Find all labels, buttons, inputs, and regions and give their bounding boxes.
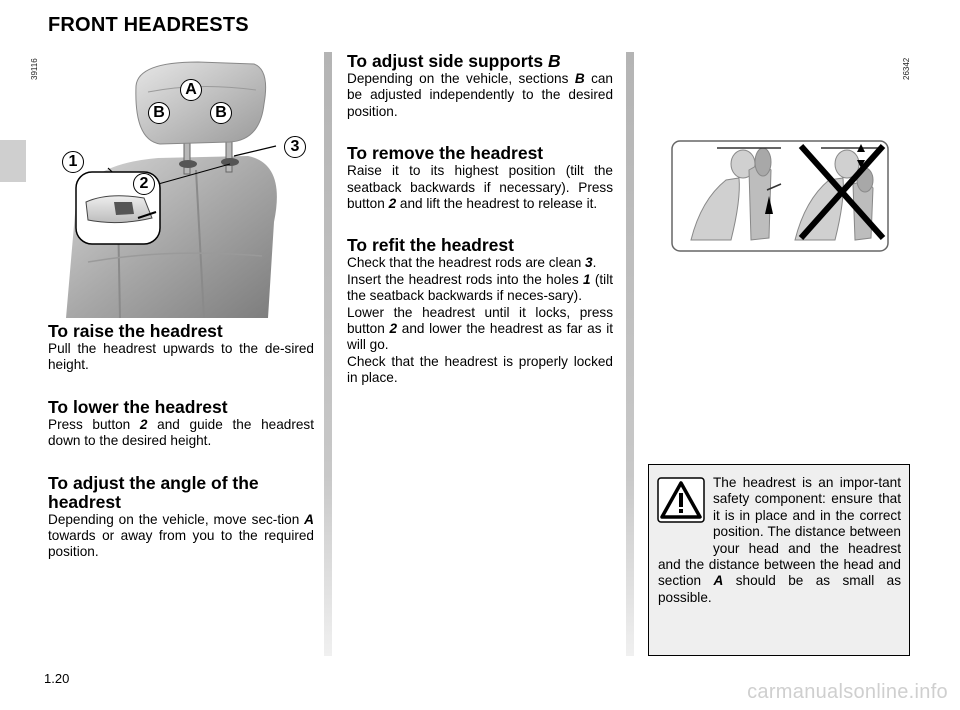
text-raise-headrest: Pull the headrest upwards to the de-sired height. <box>48 341 314 373</box>
text-refit-lower <box>347 305 613 354</box>
section-tab-marker <box>0 140 26 182</box>
page-title: FRONT HEADRESTS <box>48 14 249 36</box>
section-remove-headrest <box>347 144 613 212</box>
text-side-supports <box>347 71 613 120</box>
text-refit-check: Check that the headrest is properly locked in place. <box>347 353 613 386</box>
text-part: Depending on the vehicle, sections <box>347 71 575 86</box>
ref-button-2: 2 <box>389 321 398 337</box>
callout-b-right: B <box>210 102 232 124</box>
section-raise-headrest <box>48 322 314 374</box>
ref-holes-1: 1 <box>582 271 591 287</box>
heading-adjust-angle: To adjust the angle of the headrest <box>48 472 259 512</box>
heading-raise-headrest: To raise the headrest <box>48 321 223 341</box>
ref-section-b: B <box>574 71 585 86</box>
heading-text: To adjust side supports <box>347 51 548 71</box>
text-part: and guide the headrest down to the desired height. <box>48 416 314 449</box>
heading-remove-headrest: To remove the headrest <box>347 143 544 164</box>
text-part: should be as small as possible. <box>658 573 901 605</box>
section-side-supports <box>347 52 613 120</box>
text-part: Insert the headrest rods into the holes <box>347 271 583 287</box>
headrest-position-illustration <box>671 140 889 252</box>
ref-button-2: 2 <box>388 196 397 212</box>
ref-section-a: A <box>713 573 724 589</box>
text-part: towards or away from you to the required position. <box>48 528 314 560</box>
heading-lower-headrest: To lower the headrest <box>48 396 228 417</box>
callout-b-left: B <box>148 102 170 124</box>
text-adjust-angle <box>48 512 314 561</box>
headrest-correct <box>755 148 771 176</box>
heading-side-supports <box>347 52 613 71</box>
watermark: carmanualsonline.info <box>747 681 948 703</box>
figure-ref-left: 39116 <box>30 58 39 80</box>
column-divider-left <box>324 52 332 656</box>
section-refit-headrest <box>347 236 613 386</box>
ref-section-a: A <box>304 511 314 527</box>
ref-section-b: B <box>547 51 561 71</box>
text-part: Check that the headrest rods are clean <box>347 255 586 271</box>
warning-text <box>658 475 901 606</box>
section-lower-headrest <box>48 398 314 450</box>
callout-1: 1 <box>62 151 84 173</box>
text-remove-headrest <box>347 163 613 212</box>
text-part: (tilt the seatback backwards if neces-sary). <box>347 271 613 304</box>
figure-ref-right: 26342 <box>902 57 911 80</box>
icon-spacer <box>658 475 713 541</box>
text-lower-headrest <box>48 417 314 450</box>
warning-box <box>648 464 910 656</box>
ref-button-2: 2 <box>139 416 148 432</box>
text-part: can be adjusted independently to the desired position. <box>347 71 613 119</box>
callout-3: 3 <box>284 136 306 158</box>
text-part: Lower the headrest until it locks, press button <box>347 304 613 337</box>
text-refit-insert <box>347 272 613 305</box>
column-divider-right <box>626 52 634 656</box>
text-part: Raise it to its highest position (tilt the seatback backwards if necessary). Press button <box>347 163 613 212</box>
text-part: Press button <box>48 416 140 432</box>
heading-refit-headrest: To refit the headrest <box>347 235 514 256</box>
text-refit-clean <box>347 255 613 271</box>
callout-2: 2 <box>133 173 155 195</box>
text-part: and lift the headrest to release it. <box>396 196 598 212</box>
text-part: The headrest is an impor-tant safety component: ensure that it is in place and in the correct position. The distance between your head and the headrest and the distance between the head and section <box>658 475 901 589</box>
position-drawing <box>671 140 889 252</box>
middle-column <box>347 52 613 387</box>
left-column <box>48 322 314 561</box>
text-part: and lower the headrest as far as it will go. <box>347 321 613 353</box>
text-part: Depending on the vehicle, move sec-tion <box>48 511 305 527</box>
text-part: . <box>592 255 597 271</box>
callout-a: A <box>180 79 202 101</box>
ref-rods-3: 3 <box>585 255 593 271</box>
page-number: 1.20 <box>44 671 70 686</box>
section-adjust-angle <box>48 474 314 561</box>
